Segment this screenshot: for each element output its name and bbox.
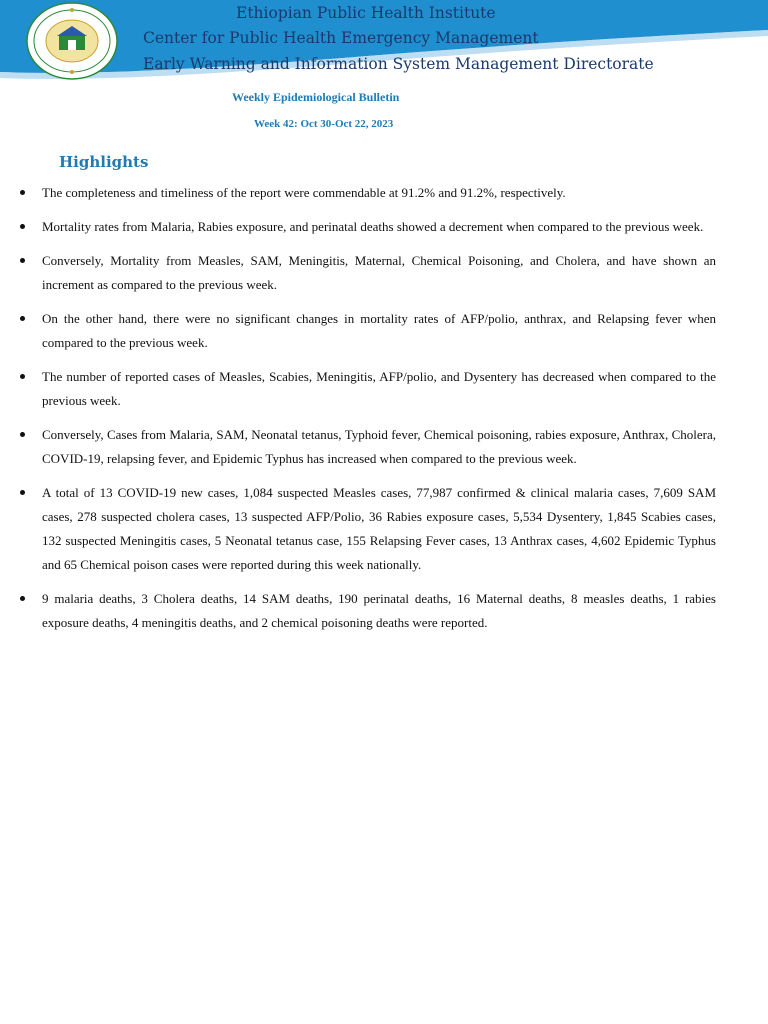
bullet-icon <box>20 490 25 495</box>
list-item-text: Conversely, Mortality from Measles, SAM, Meningitis, Maternal, Chemical Poisoning, and Cholera, and have shown an increment as compared to the previous week. <box>42 253 716 292</box>
list-item-text: The completeness and timeliness of the report were commendable at 91.2% and 91.2%, respectively. <box>42 185 566 200</box>
list-item <box>0 307 768 355</box>
list-item-text: A total of 13 COVID-19 new cases, 1,084 suspected Measles cases, 77,987 confirmed & clinical malaria cases, 7,609 SAM cases, 278 suspected cholera cases, 13 suspected AFP/Polio, 36 Rabies exposure cases, 5,534 Dysentery, 1,845 Scabies cases, 132 suspected Meningitis cases, 5 Neonatal tetanus case, 155 Relapsing Fever cases, 13 Anthrax cases, 4,602 Epidemic Typhus and 65 Chemical poison cases were reported during this week nationally. <box>42 485 716 572</box>
bullet-icon <box>20 224 25 229</box>
bullet-icon <box>20 316 25 321</box>
list-item <box>0 181 768 205</box>
org-name: Ethiopian Public Health Institute <box>236 4 496 22</box>
bulletin-title: Weekly Epidemiological Bulletin <box>232 90 400 104</box>
list-item-text: Mortality rates from Malaria, Rabies exposure, and perinatal deaths showed a decrement when compared to the previous week. <box>42 219 704 234</box>
institute-logo <box>26 2 118 80</box>
list-item-text: The number of reported cases of Measles, Scabies, Meningitis, AFP/polio, and Dysentery has decreased when compared to the previous week. <box>42 369 716 408</box>
directorate-name: Early Warning and Information System Management Directorate <box>143 55 654 73</box>
highlights-heading: Highlights <box>59 153 149 171</box>
list-item-text: Conversely, Cases from Malaria, SAM, Neonatal tetanus, Typhoid fever, Chemical poisoning, rabies exposure, Anthrax, Cholera, COVID-19, relapsing fever, and Epidemic Typhus has increased when compared to the previous week. <box>42 427 716 466</box>
bullet-icon <box>20 190 25 195</box>
bulletin-week: Week 42: Oct 30-Oct 22, 2023 <box>254 118 394 130</box>
list-item-text: 9 malaria deaths, 3 Cholera deaths, 14 SAM deaths, 190 perinatal deaths, 16 Maternal deaths, 8 measles deaths, 1 rabies exposure deaths, 4 meningitis deaths, and 2 chemical poisoning deaths were reported. <box>42 591 716 630</box>
list-item <box>0 249 768 297</box>
highlights-list <box>0 181 768 645</box>
list-item <box>0 215 768 239</box>
bullet-icon <box>20 258 25 263</box>
list-item <box>0 365 768 413</box>
list-item <box>0 481 768 577</box>
bullet-icon <box>20 432 25 437</box>
bullet-icon <box>20 596 25 601</box>
list-item <box>0 587 768 635</box>
list-item-text: On the other hand, there were no significant changes in mortality rates of AFP/polio, anthrax, and Relapsing fever when compared to the previous week. <box>42 311 716 350</box>
list-item <box>0 423 768 471</box>
center-name: Center for Public Health Emergency Management <box>143 29 539 47</box>
bullet-icon <box>20 374 25 379</box>
